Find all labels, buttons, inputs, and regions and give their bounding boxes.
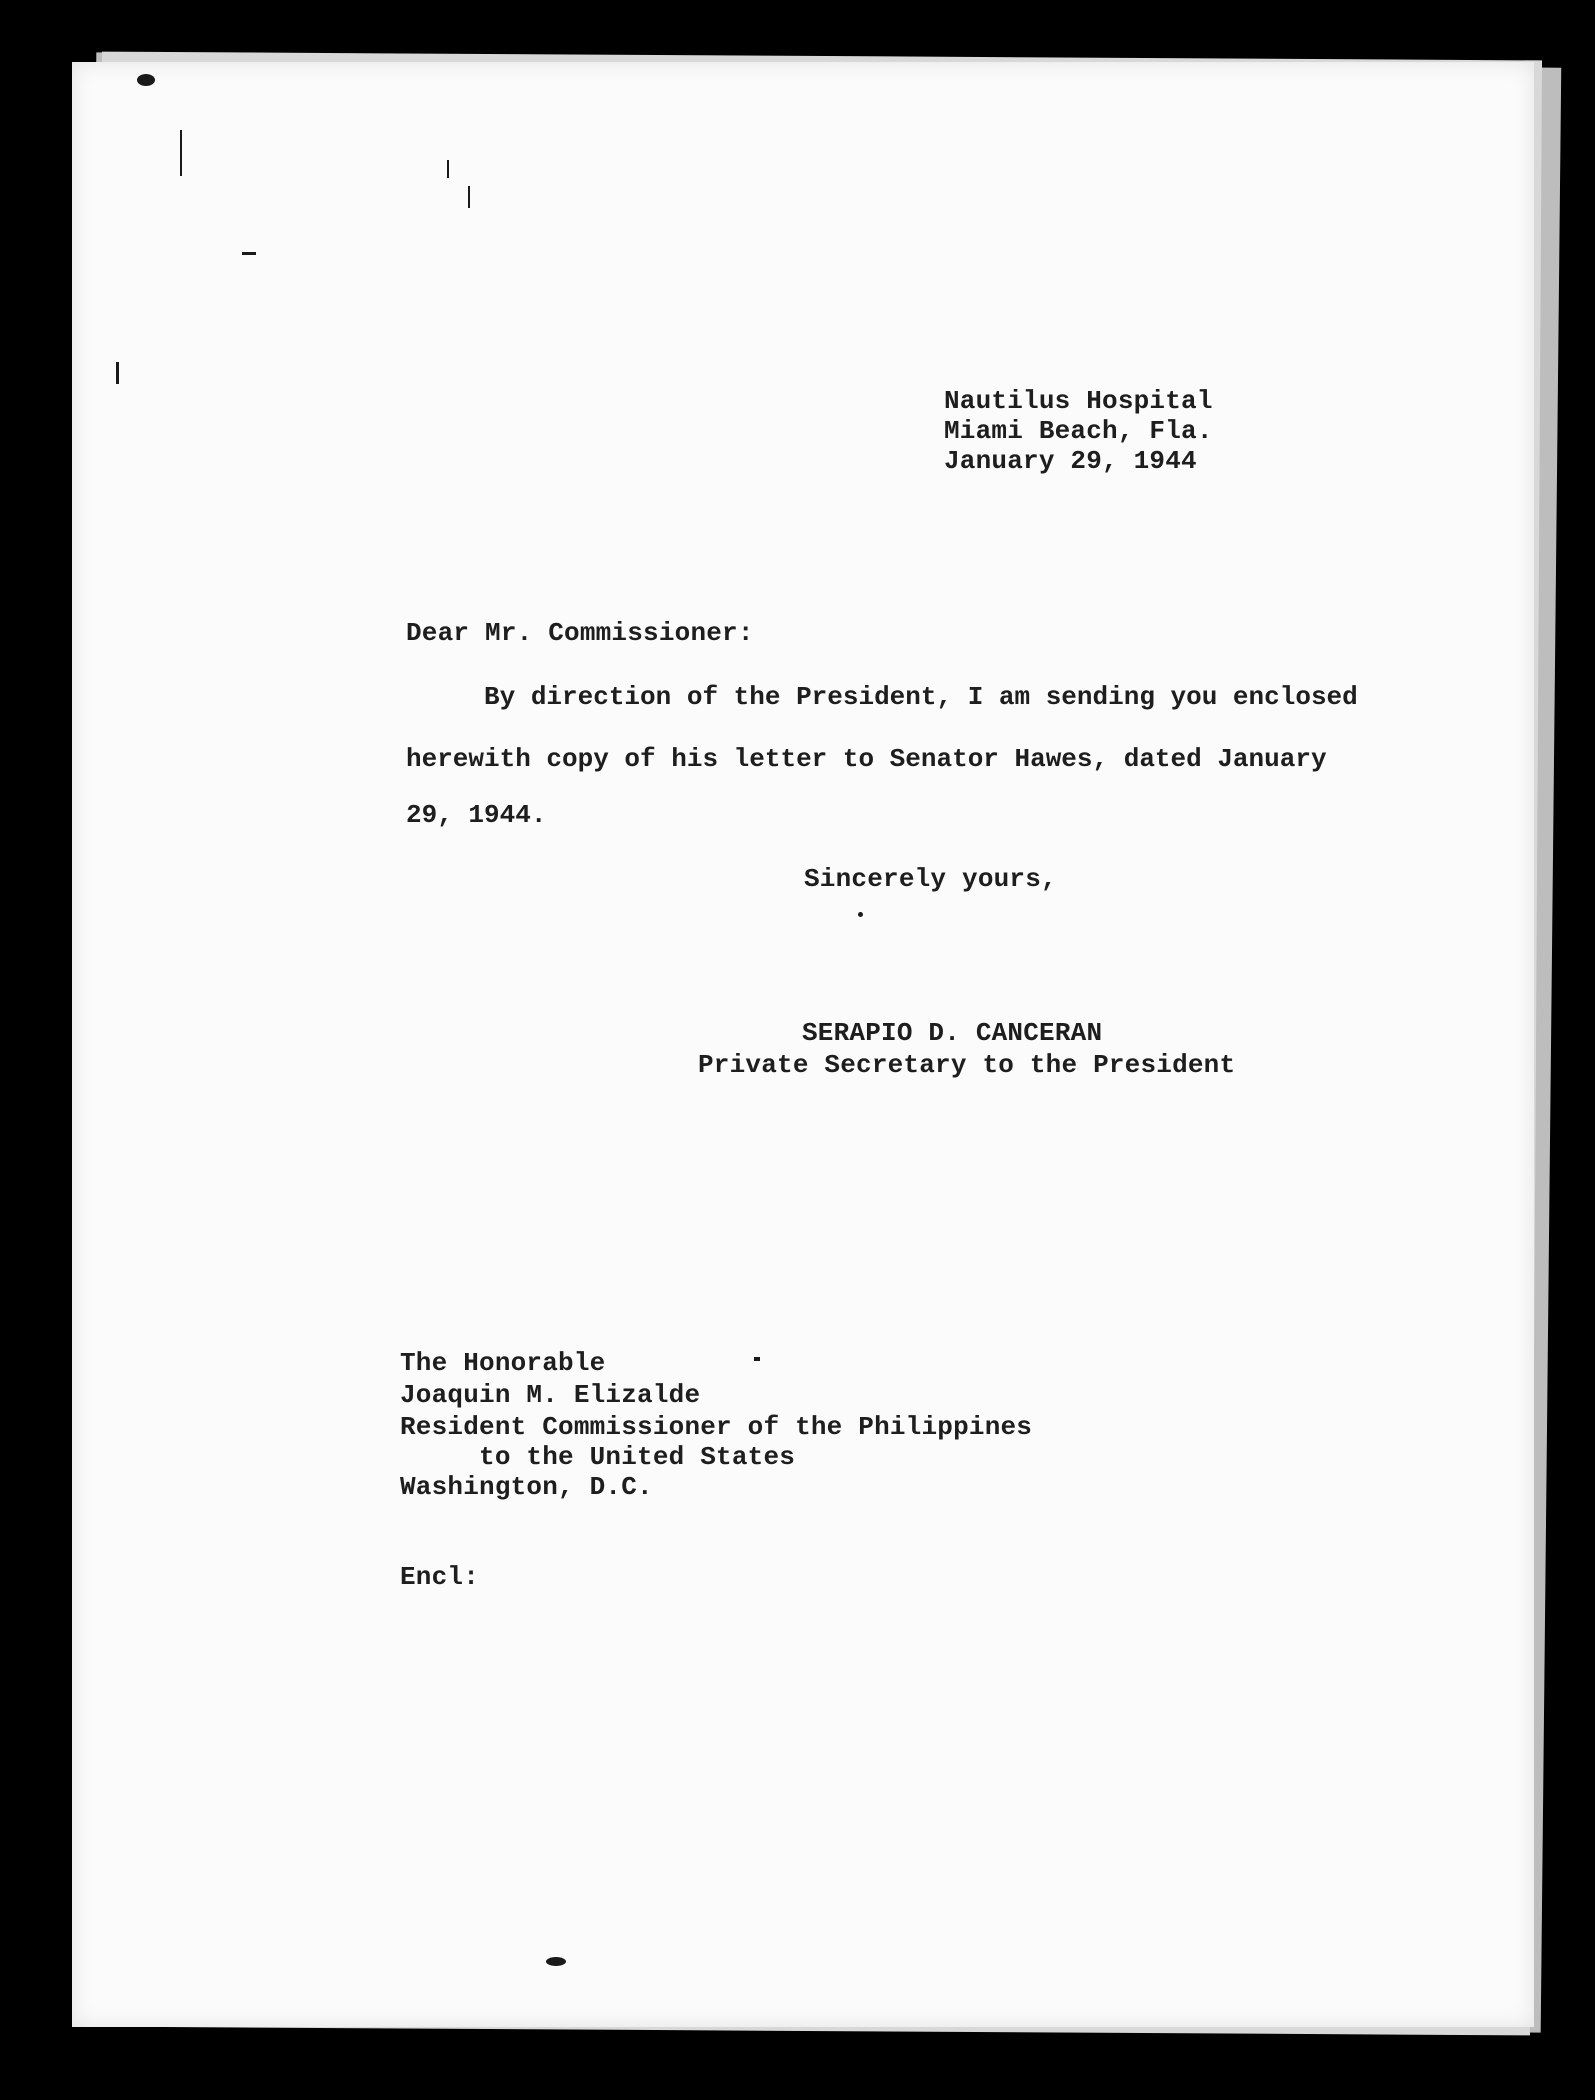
recipient-line: Washington, D.C. (400, 1472, 653, 1502)
ink-mark (137, 74, 155, 86)
enclosure-note: Encl: (400, 1562, 480, 1592)
body-line: By direction of the President, I am sending you enclosed (406, 682, 1358, 712)
signer-title: Private Secretary to the President (698, 1050, 1236, 1080)
ink-mark (754, 1357, 760, 1361)
body-line: 29, 1944. (406, 800, 547, 830)
ink-mark (447, 160, 449, 178)
letter-date: January 29, 1944 (944, 446, 1197, 476)
signer-name: SERAPIO D. CANCERAN (802, 1018, 1103, 1048)
ink-mark (116, 362, 119, 384)
ink-mark (858, 912, 863, 917)
letterhead-city: Miami Beach, Fla. (944, 416, 1213, 446)
body-line: herewith copy of his letter to Senator Hawes, dated January (406, 744, 1327, 774)
recipient-line: The Honorable (400, 1348, 606, 1378)
recipient-line: Resident Commissioner of the Philippines (400, 1412, 1033, 1442)
ink-mark (546, 1957, 566, 1966)
ink-mark (180, 130, 182, 176)
salutation: Dear Mr. Commissioner: (406, 618, 754, 648)
letterhead-location: Nautilus Hospital (944, 386, 1213, 416)
ink-mark (468, 186, 470, 208)
recipient-line: Joaquin M. Elizalde (400, 1380, 701, 1410)
recipient-line: to the United States (400, 1442, 796, 1472)
ink-mark (242, 252, 256, 255)
complimentary-close: Sincerely yours, (804, 864, 1057, 894)
